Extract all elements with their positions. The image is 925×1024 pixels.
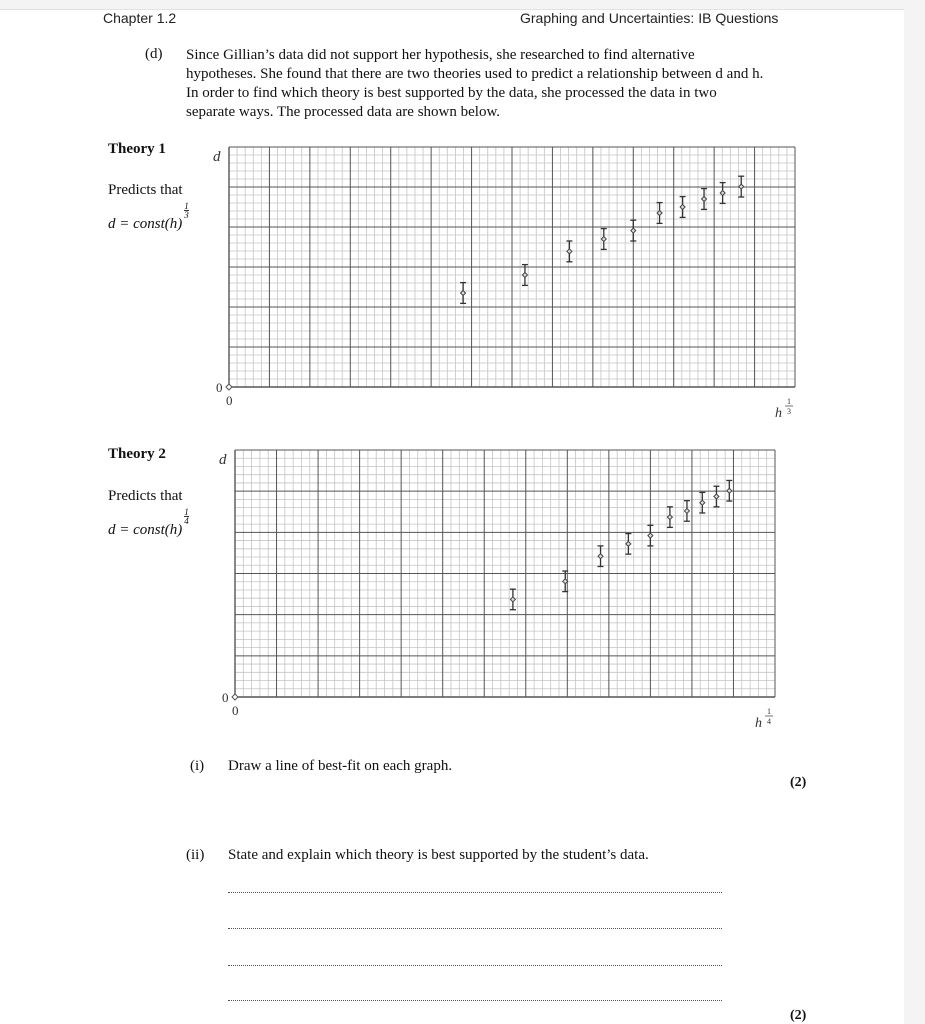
- subquestion-ii-marks: (2): [790, 1008, 807, 1023]
- x-axis-label: h: [775, 406, 782, 421]
- exp-den: 4: [184, 516, 189, 526]
- y-axis-label: d: [213, 149, 221, 165]
- data-point: [510, 597, 515, 602]
- origin-marker: [232, 694, 238, 700]
- subquestion-ii-text: State and explain which theory is best supported by the student’s data.: [228, 847, 649, 863]
- question-text: Since Gillian’s data did not support her hypothesis, she researched to find alternative hypotheses. She found that there are two theories used to predict a relationship between d and h. In order to find which theory is best supported by the data, she processed the data in two separate ways. The processed data are shown below.: [186, 47, 764, 120]
- theory-1-formula-text: d = const(h): [108, 216, 183, 232]
- x-axis-exponent-den: 4: [767, 717, 771, 726]
- x-axis-exponent-num: 1: [767, 707, 771, 716]
- header-chapter: Chapter 1.2: [103, 10, 177, 26]
- origin-y-label: 0: [222, 690, 229, 705]
- data-point: [631, 228, 636, 233]
- subquestion-i-num: (i): [190, 758, 205, 774]
- theory-2-predicts: Predicts that: [108, 488, 183, 504]
- data-point: [739, 184, 744, 189]
- origin-x-label: 0: [226, 393, 233, 408]
- answer-line[interactable]: [228, 965, 722, 966]
- theory-1-title: Theory 1: [108, 141, 166, 157]
- theory-2-formula: [108, 508, 189, 539]
- data-point: [567, 249, 572, 254]
- data-point: [667, 515, 672, 520]
- answer-line[interactable]: [228, 892, 722, 893]
- x-axis-exponent-num: 1: [787, 397, 791, 406]
- answer-line[interactable]: [228, 928, 722, 929]
- theory-2-graph: [205, 445, 805, 735]
- origin-marker: [226, 384, 232, 390]
- data-point: [680, 205, 685, 210]
- theory-1-predicts: Predicts that: [108, 182, 183, 198]
- question-part-label: (d): [145, 46, 163, 62]
- theory-1-graph: [205, 140, 805, 425]
- exp-den: 3: [184, 210, 189, 220]
- exp-num: 1: [184, 201, 189, 211]
- data-point: [601, 237, 606, 242]
- theory-2-exponent: [184, 508, 189, 525]
- x-axis-exponent-den: 3: [787, 407, 791, 416]
- origin-x-label: 0: [232, 703, 239, 718]
- theory-1-exponent: [184, 202, 189, 219]
- page-scrollbar-gutter: [904, 0, 925, 1024]
- answer-line[interactable]: [228, 1000, 722, 1001]
- theory-2-formula-text: d = const(h): [108, 522, 183, 538]
- data-point: [727, 488, 732, 493]
- data-point: [648, 533, 653, 538]
- header-title: Graphing and Uncertainties: IB Questions: [520, 10, 779, 26]
- data-point: [598, 554, 603, 559]
- origin-y-label: 0: [216, 380, 223, 395]
- data-point: [522, 273, 527, 278]
- data-point: [684, 508, 689, 513]
- exp-num: 1: [184, 507, 189, 517]
- subquestion-i-marks: (2): [790, 775, 807, 790]
- x-axis-label: h: [755, 716, 762, 731]
- data-point: [626, 541, 631, 546]
- data-point: [714, 494, 719, 499]
- theory-1-formula: [108, 202, 189, 233]
- theory-2-title: Theory 2: [108, 446, 166, 462]
- subquestion-i-text: Draw a line of best-fit on each graph.: [228, 758, 453, 774]
- subquestion-ii-num: (ii): [186, 847, 205, 863]
- y-axis-label: d: [219, 452, 227, 468]
- page-top-band: [0, 0, 925, 10]
